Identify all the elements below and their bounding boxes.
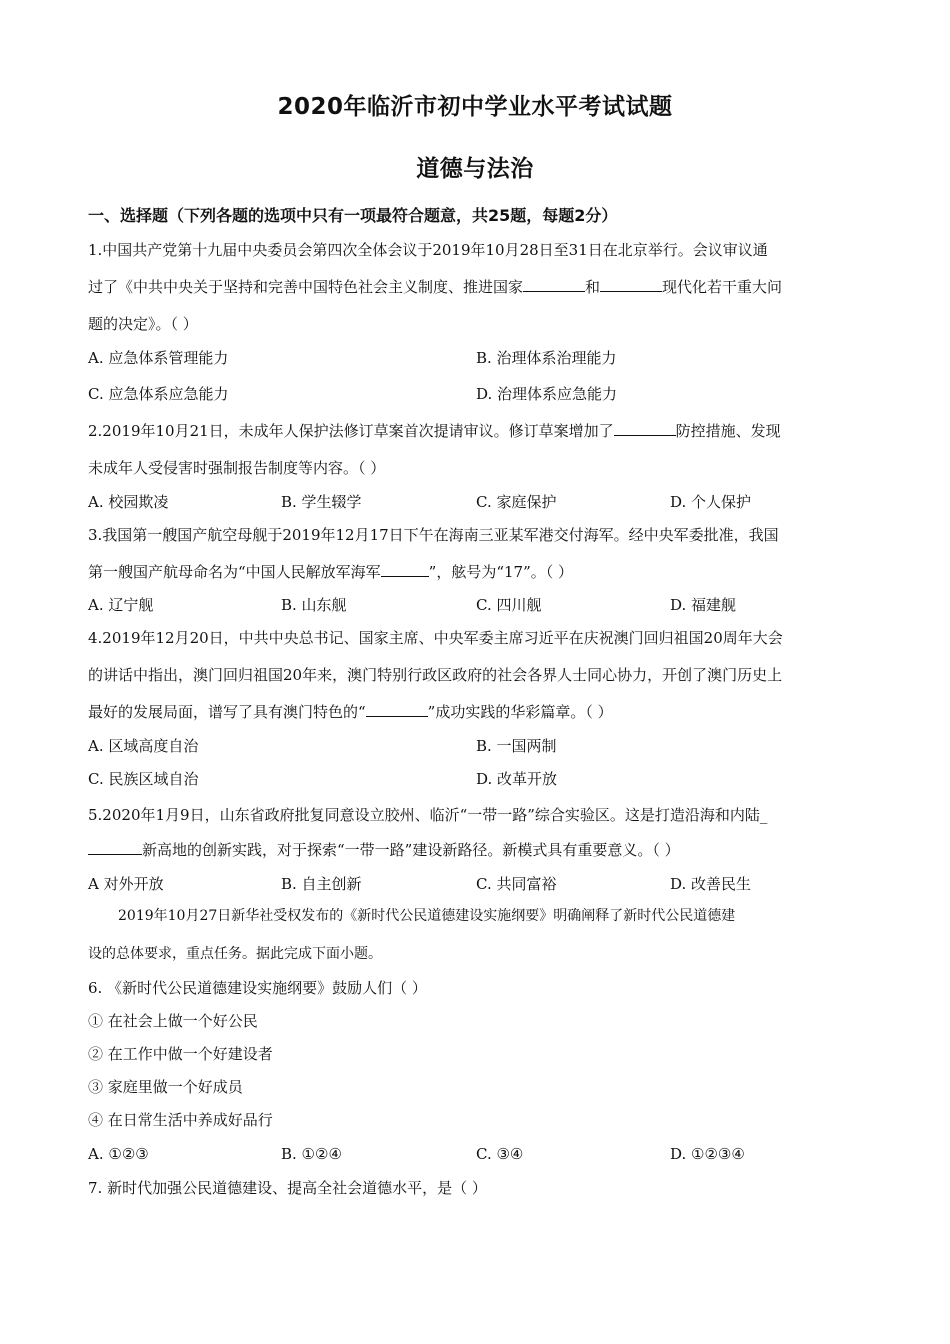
question-6-option-d: D. ①②③④ <box>670 1145 745 1163</box>
question-6-item-4: ④ 在日常生活中养成好品行 <box>88 1111 273 1129</box>
question-6-option-a: A. ①②③ <box>88 1145 149 1163</box>
question-4-line-2: 的讲话中指出，澳门回归祖国20年来，澳门特别行政区政府的社会各界人士同心协力，开创了澳门历史上 <box>88 666 783 684</box>
question-5-option-b: B. 自主创新 <box>281 875 362 893</box>
question-6-item-3: ③ 家庭里做一个好成员 <box>88 1078 243 1096</box>
question-3-line-2 <box>88 562 864 582</box>
question-1-line-3: 题的决定》。（ ） <box>88 315 198 333</box>
question-2-option-d: D. 个人保护 <box>670 493 752 511</box>
page-subtitle: 道德与法治 <box>416 156 534 182</box>
question-2-text-b: 防控措施、发现 <box>675 422 781 440</box>
question-3-line-1: 3.我国第一艘国产航空母舰于2019年12月17日下午在海南三亚某军港交付海军。经中央军委批准，我国 <box>88 526 779 544</box>
question-1-text-a: 过了《中共中央关于坚持和完善中国特色社会主义制度、推进国家 <box>88 278 524 296</box>
question-6-option-c: C. ③④ <box>476 1145 524 1163</box>
question-1-option-b: B. 治理体系治理能力 <box>476 349 617 367</box>
answer-blank <box>381 562 429 577</box>
answer-blank <box>614 421 676 436</box>
question-4-option-b: B. 一国两制 <box>476 737 557 755</box>
question-5-line-2 <box>88 840 864 860</box>
question-3-option-b: B. 山东舰 <box>281 596 347 614</box>
question-5-line-1: 5.2020年1月9日，山东省政府批复同意设立胶州、临沂“一带一路”综合实验区。这是打造沿海和内陆_ <box>88 806 768 824</box>
question-5-text: 新高地的创新实践，对于探索“一带一路”建设新路径。新模式具有重要意义。（ ） <box>142 841 680 859</box>
answer-blank <box>88 840 142 855</box>
question-2-line-1 <box>88 421 864 441</box>
question-6-item-1: ① 在社会上做一个好公民 <box>88 1012 258 1030</box>
question-1-option-c: C. 应急体系应急能力 <box>88 385 229 403</box>
question-1-text-c: 现代化若干重大问 <box>662 278 783 296</box>
question-1-line-2 <box>88 277 864 297</box>
question-4-option-c: C. 民族区域自治 <box>88 770 199 788</box>
question-1-option-d: D. 治理体系应急能力 <box>476 385 618 403</box>
question-3-text-b: ”，舷号为“17”。（ ） <box>428 563 574 581</box>
question-1-text-b: 和 <box>585 278 601 296</box>
question-2-option-b: B. 学生辍学 <box>281 493 362 511</box>
question-6-item-2: ② 在工作中做一个好建设者 <box>88 1045 273 1063</box>
question-4-option-a: A. 区域高度自治 <box>88 737 199 755</box>
question-5-option-a: A 对外开放 <box>88 875 164 893</box>
question-7-stem: 7. 新时代加强公民道德建设、提高全社会道德水平，是（ ） <box>88 1179 487 1197</box>
question-3-option-a: A. 辽宁舰 <box>88 596 154 614</box>
material-line-1: 2019年10月27日新华社受权发布的《新时代公民道德建设实施纲要》明确阐释了新时代公民道德建 <box>118 908 736 924</box>
question-4-text-a: 最好的发展局面，谱写了具有澳门特色的“ <box>88 703 366 721</box>
page-title: 2020年临沂市初中学业水平考试试题 <box>277 94 673 120</box>
section-heading: 一、选择题（下列各题的选项中只有一项最符合题意，共25题，每题2分） <box>88 206 618 225</box>
answer-blank <box>600 277 662 292</box>
question-3-text-a: 第一艘国产航母命名为“中国人民解放军海军 <box>88 563 381 581</box>
question-6-option-b: B. ①②④ <box>281 1145 342 1163</box>
question-1-line-1: 1.中国共产党第十九届中央委员会第四次全体会议于2019年10月28日至31日在北京举行。会议审议通 <box>88 241 768 259</box>
question-2-text-a: 2.2019年10月21日，未成年人保护法修订草案首次提请审议。修订草案增加了 <box>88 422 614 440</box>
question-2-option-c: C. 家庭保护 <box>476 493 557 511</box>
material-line-2: 设的总体要求，重点任务。据此完成下面小题。 <box>88 946 382 962</box>
question-4-line-3 <box>88 702 864 722</box>
question-2-option-a: A. 校园欺凌 <box>88 493 169 511</box>
question-5-option-d: D. 改善民生 <box>670 875 752 893</box>
question-4-option-d: D. 改革开放 <box>476 770 558 788</box>
question-4-text-b: ”成功实践的华彩篇章。（ ） <box>427 703 613 721</box>
answer-blank <box>523 277 585 292</box>
question-1-option-a: A. 应急体系管理能力 <box>88 349 229 367</box>
question-2-line-2: 未成年人受侵害时强制报告制度等内容。（ ） <box>88 459 386 477</box>
question-3-option-c: C. 四川舰 <box>476 596 542 614</box>
answer-blank <box>366 702 428 717</box>
question-4-line-1: 4.2019年12月20日，中共中央总书记、国家主席、中央军委主席习近平在庆祝澳门回归祖国20周年大会 <box>88 629 783 647</box>
question-5-option-c: C. 共同富裕 <box>476 875 557 893</box>
question-3-option-d: D. 福建舰 <box>670 596 737 614</box>
question-6-stem: 6. 《新时代公民道德建设实施纲要》鼓励人们（ ） <box>88 979 427 997</box>
